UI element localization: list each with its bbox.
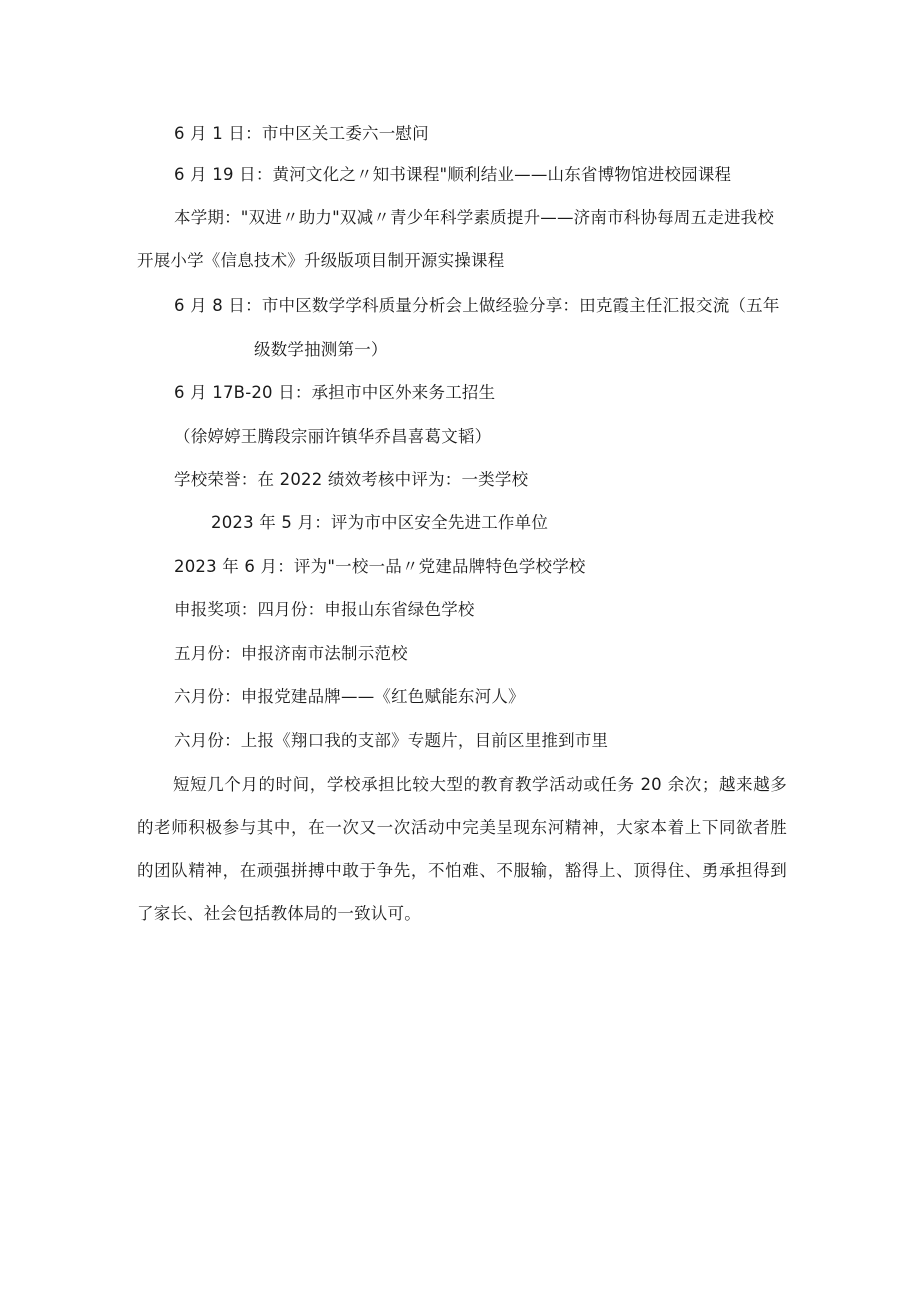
line-2023-june: 2023 年 6 月：评为"一校一品〃党建品牌特色学校学校 [174,557,586,576]
line-june-1: 6 月 1 日：市中区关工委六一慰问 [174,124,429,143]
summary-paragraph: 短短几个月的时间，学校承担比较大型的教育教学活动或任务 20 余次；越来越多的老师积极参与其中，在一次又一次活动中完美呈现东河精神，大家本着上下同欲者胜的团队精神，在顽强拼搏中敢于争先，不怕难、不服输，豁得上、顶得住、勇承担得到了家长、社会包括教体局的一致认可。 [137,775,787,923]
line-report-june: 六月份：上报《翔口我的支部》专题片，目前区里推到市里 [174,731,609,750]
line-2023-may: 2023 年 5 月：评为市中区安全先进工作单位 [211,513,549,532]
line-semester: 本学期："双进〃助力"双减〃青少年科学素质提升——济南市科协每周五走进我校 [174,208,775,227]
line-awards-june: 六月份：申报党建品牌——《红色赋能东河人》 [174,687,525,706]
line-june-19: 6 月 19 日：黄河文化之〃知书课程"顺利结业——山东省博物馆进校园课程 [174,165,732,184]
line-june-8: 6 月 8 日：市中区数学学科质量分析会上做经验分享：田克霞主任汇报交流（五年 [174,296,780,315]
line-awards-may: 五月份：申报济南市法制示范校 [174,644,408,663]
line-staff-names: （徐婷婷王腾段宗丽许镇华乔昌喜葛文韬） [174,427,492,446]
line-june-17: 6 月 17B-20 日：承担市中区外来务工招生 [174,383,496,402]
line-semester-cont: 开展小学《信息技术》升级版项目制开源实操课程 [137,251,505,270]
line-awards-april: 申报奖项：四月份：申报山东省绿色学校 [174,600,475,619]
line-school-honor: 学校荣誉：在 2022 绩效考核中评为：一类学校 [174,470,529,489]
line-june-8-cont: 级数学抽测第一） [254,340,388,359]
